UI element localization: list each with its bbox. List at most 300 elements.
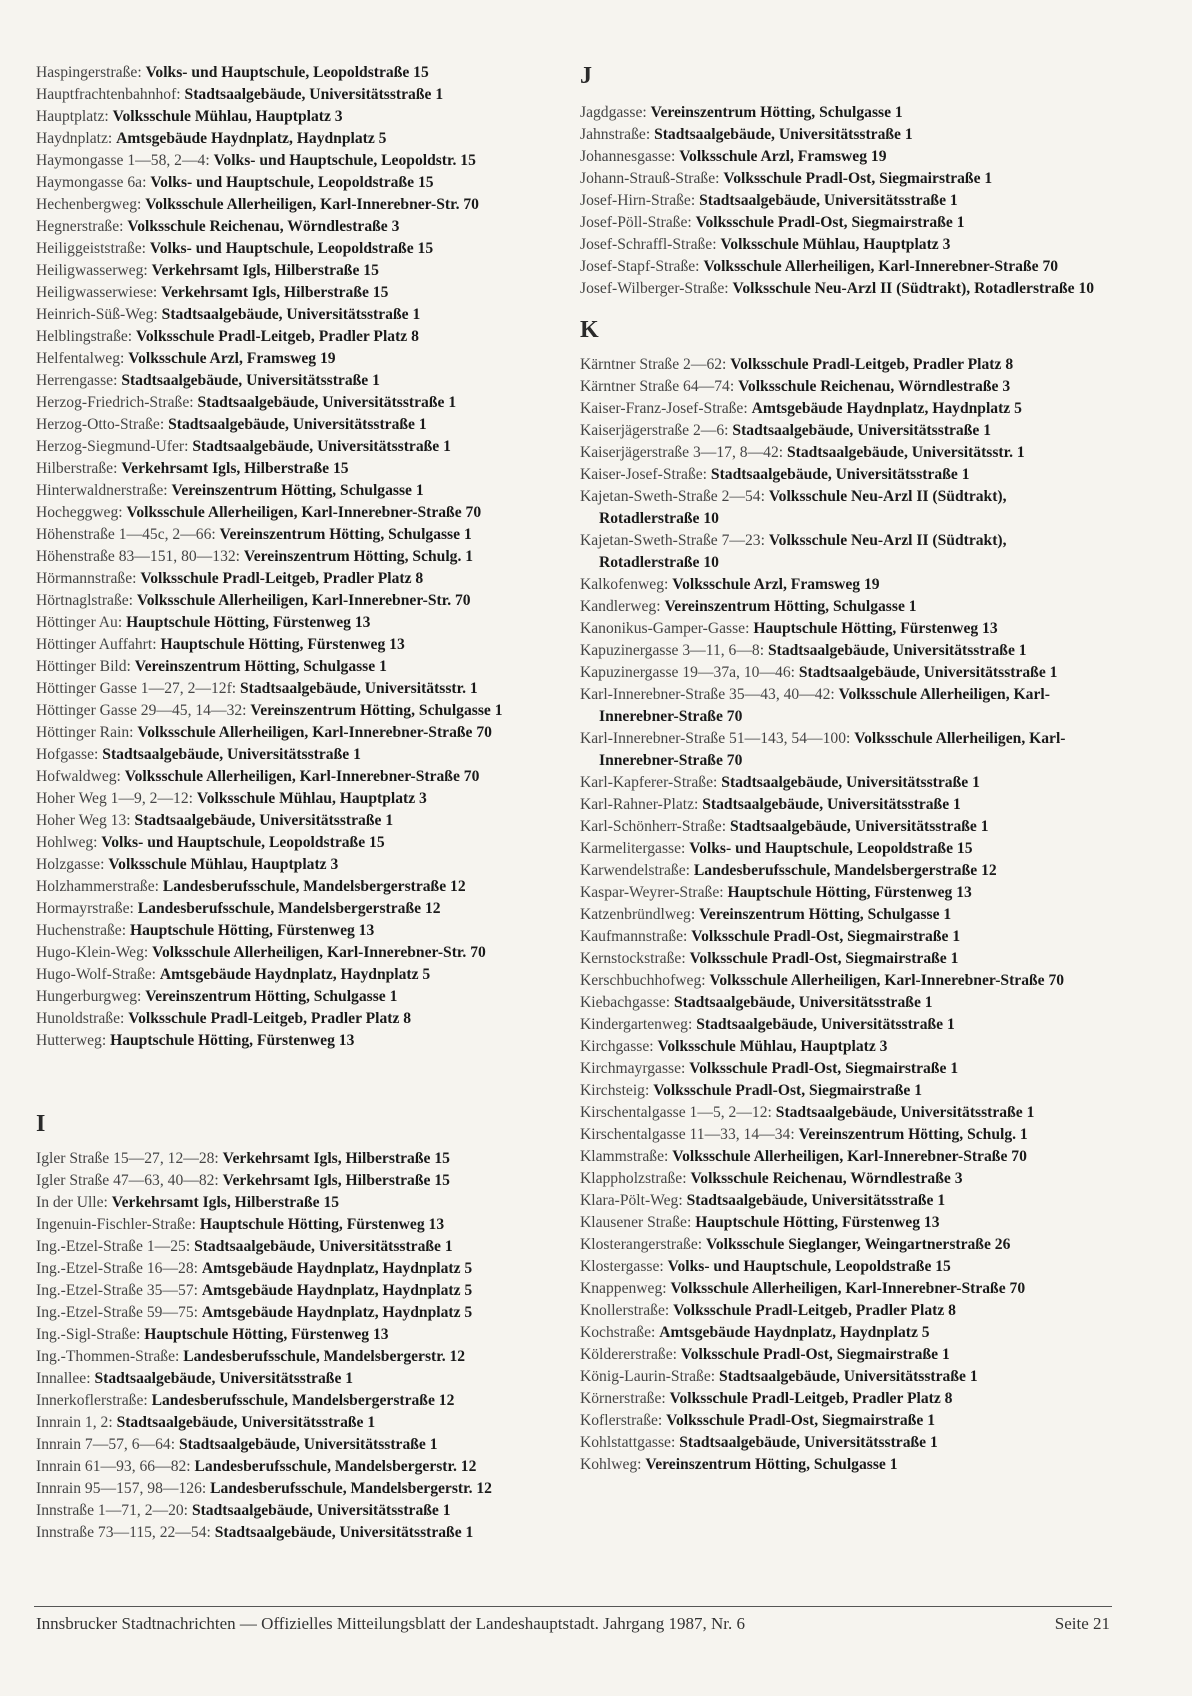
street-entry <box>580 376 1110 398</box>
street-entry <box>36 106 558 128</box>
street-name: Innerkoflerstraße: <box>36 1392 148 1409</box>
street-entry <box>36 546 558 568</box>
street-entry <box>36 62 558 84</box>
street-name: Innrain 7—57, 6—64: <box>36 1436 176 1453</box>
polling-location: Landesberufsschule, Mandelsbergerstr. 12 <box>194 1458 477 1475</box>
street-name: Kalkofenweg: <box>580 576 669 593</box>
polling-location: Volksschule Mühlau, Hauptplatz 3 <box>720 236 951 253</box>
street-entry <box>580 1234 1110 1256</box>
polling-location: Stadtsaalgebäude, Universitätsstraße 1 <box>798 664 1058 681</box>
street-entry <box>36 1478 558 1500</box>
street-entry <box>580 1168 1110 1190</box>
street-entry <box>36 326 558 348</box>
street-name: Helblingstraße: <box>36 328 133 345</box>
polling-location: Volksschule Allerheiligen, Karl-Innerebner-Straße 70 <box>599 730 1066 769</box>
polling-location: Verkehrsamt Igls, Hilberstraße 15 <box>111 1194 340 1211</box>
street-entry <box>580 948 1110 970</box>
polling-location: Landesberufsschule, Mandelsbergerstr. 12 <box>183 1348 466 1365</box>
polling-location: Stadtsaalgebäude, Universitätsstraße 1 <box>197 394 457 411</box>
street-entry <box>580 1344 1110 1366</box>
street-entry <box>36 1236 558 1258</box>
street-name: Hocheggweg: <box>36 504 123 521</box>
section-letter: K <box>580 317 599 343</box>
street-entry <box>580 596 1110 618</box>
street-entry <box>580 1058 1110 1080</box>
street-name: Kärntner Straße 64—74: <box>580 378 735 395</box>
polling-location: Stadtsaalgebäude, Universitätsstraße 1 <box>767 642 1027 659</box>
street-entry <box>36 392 558 414</box>
street-name: Heiliggeiststraße: <box>36 240 146 257</box>
street-entry <box>36 1258 558 1280</box>
polling-location: Volksschule Pradl-Ost, Siegmairstraße 1 <box>723 170 993 187</box>
polling-location: Volksschule Reichenau, Wörndlestraße 3 <box>690 1170 963 1187</box>
street-name: Holzgasse: <box>36 856 105 873</box>
street-entry <box>36 1148 558 1170</box>
street-entry <box>580 1102 1110 1124</box>
polling-location: Volksschule Pradl-Ost, Siegmairstraße 1 <box>689 950 959 967</box>
street-entry <box>580 838 1110 860</box>
street-entry <box>580 1388 1110 1410</box>
street-entry <box>36 1390 558 1412</box>
street-name: Kapuzinergasse 19—37a, 10—46: <box>580 664 795 681</box>
polling-location: Volksschule Mühlau, Hauptplatz 3 <box>112 108 343 125</box>
street-name: Höttinger Au: <box>36 614 123 631</box>
polling-location: Stadtsaalgebäude, Universitätsstraße 1 <box>94 1370 354 1387</box>
street-name: Kerschbuchhofweg: <box>580 972 706 989</box>
street-entry <box>36 458 558 480</box>
polling-location: Landesberufsschule, Mandelsbergerstraße 12 <box>137 900 441 917</box>
street-entry <box>580 662 1110 684</box>
street-name: Hinterwaldnerstraße: <box>36 482 168 499</box>
street-name: Igler Straße 15—27, 12—28: <box>36 1150 219 1167</box>
street-name: Hauptfrachtenbahnhof: <box>36 86 181 103</box>
polling-location: Hauptschule Hötting, Fürstenweg 13 <box>753 620 998 637</box>
section-letter: I <box>36 1111 46 1137</box>
street-entry <box>580 146 1110 168</box>
street-name: Helfentalweg: <box>36 350 125 367</box>
street-name: Hörtnaglstraße: <box>36 592 133 609</box>
polling-location: Vereinszentrum Hötting, Schulg. 1 <box>243 548 474 565</box>
footer-publication: Innsbrucker Stadtnachrichten — Offizielles Mitteilungsblatt der Landeshauptstadt. Jahrgang 1987, Nr. 6 <box>36 1614 745 1633</box>
polling-location: Volksschule Neu-Arzl II (Südtrakt), Rotadlerstraße 10 <box>732 280 1095 297</box>
polling-location: Amtsgebäude Haydnplatz, Haydnplatz 5 <box>116 130 387 147</box>
polling-location: Hauptschule Hötting, Fürstenweg 13 <box>727 884 972 901</box>
polling-location: Volksschule Pradl-Ost, Siegmairstraße 1 <box>666 1412 936 1429</box>
street-name: Karwendelstraße: <box>580 862 690 879</box>
polling-location: Stadtsaalgebäude, Universitätsstraße 1 <box>184 86 444 103</box>
street-name: Hugo-Wolf-Straße: <box>36 966 156 983</box>
street-name: Hutterweg: <box>36 1032 107 1049</box>
street-name: Katzenbründlweg: <box>580 906 696 923</box>
street-name: Ing.-Etzel-Straße 59—75: <box>36 1304 198 1321</box>
polling-location: Volksschule Pradl-Leitgeb, Pradler Platz 8 <box>140 570 424 587</box>
polling-location: Verkehrsamt Igls, Hilberstraße 15 <box>222 1172 450 1189</box>
street-name: Innrain 95—157, 98—126: <box>36 1480 207 1497</box>
polling-location: Volksschule Allerheiligen, Karl-Innerebner-Str. 70 <box>145 196 479 213</box>
polling-location: Hauptschule Hötting, Fürstenweg 13 <box>126 614 371 631</box>
street-entry <box>36 788 558 810</box>
polling-location: Volksschule Allerheiligen, Karl-Innerebner-Str. 70 <box>152 944 486 961</box>
street-name: Ing.-Etzel-Straße 1—25: <box>36 1238 191 1255</box>
street-name: Klostergasse: <box>580 1258 664 1275</box>
street-name: Hugo-Klein-Weg: <box>36 944 149 961</box>
polling-location: Volks- und Hauptschule, Leopoldstraße 15 <box>689 840 973 857</box>
street-name: Hofwaldweg: <box>36 768 121 785</box>
polling-location: Stadtsaalgebäude, Universitätsstraße 1 <box>654 126 913 143</box>
street-entry <box>36 766 558 788</box>
polling-location: Volksschule Neu-Arzl II (Südtrakt), Rotadlerstraße 10 <box>599 488 1007 527</box>
street-entry <box>36 1280 558 1302</box>
street-name: Herrengasse: <box>36 372 118 389</box>
street-entry <box>36 1170 558 1192</box>
street-entry <box>580 1454 1110 1476</box>
polling-location: Stadtsaalgebäude, Universitätsstraße 1 <box>686 1192 946 1209</box>
polling-location: Volksschule Allerheiligen, Karl-Innerebner-Straße 70 <box>670 1280 1026 1297</box>
street-name: Karl-Schönherr-Straße: <box>580 818 727 835</box>
polling-location: Volksschule Mühlau, Hauptplatz 3 <box>108 856 339 873</box>
street-entry <box>36 1324 558 1346</box>
polling-location: Stadtsaalgebäude, Universitätsstraße 1 <box>168 416 427 433</box>
polling-location: Stadtsaalgebäude, Universitätsstraße 1 <box>134 812 394 829</box>
polling-location: Amtsgebäude Haydnplatz, Haydnplatz 5 <box>751 400 1022 417</box>
polling-location: Verkehrsamt Igls, Hilberstraße 15 <box>161 284 389 301</box>
street-entry <box>36 172 558 194</box>
street-name: Kochstraße: <box>580 1324 656 1341</box>
polling-location: Stadtsaalgebäude, Universitätsstraße 1 <box>121 372 380 389</box>
street-name: Heiligwasserwiese: <box>36 284 158 301</box>
right-column <box>580 62 1110 1476</box>
polling-location: Vereinszentrum Hötting, Schulgasse 1 <box>645 1456 898 1473</box>
street-entry <box>36 370 558 392</box>
polling-location: Volksschule Pradl-Ost, Siegmairstraße 1 <box>689 1060 959 1077</box>
street-entry <box>580 618 1110 640</box>
street-name: Kaiser-Josef-Straße: <box>580 466 707 483</box>
polling-location: Stadtsaalgebäude, Universitätsstraße 1 <box>732 422 992 439</box>
street-name: Höhenstraße 1—45c, 2—66: <box>36 526 216 543</box>
street-entry <box>36 964 558 986</box>
street-name: Kajetan-Sweth-Straße 7—23: <box>580 532 765 549</box>
street-name: Höhenstraße 83—151, 80—132: <box>36 548 240 565</box>
street-entry <box>36 480 558 502</box>
polling-location: Volks- und Hauptschule, Leopoldstraße 15 <box>149 240 434 257</box>
street-name: Karl-Innerebner-Straße 35—43, 40—42: <box>580 686 835 703</box>
polling-location: Volksschule Neu-Arzl II (Südtrakt), Rotadlerstraße 10 <box>599 532 1007 571</box>
polling-location: Volks- und Hauptschule, Leopoldstr. 15 <box>213 152 476 169</box>
street-entry <box>36 1456 558 1478</box>
street-name: Klara-Pölt-Weg: <box>580 1192 683 1209</box>
polling-location: Volksschule Pradl-Leitgeb, Pradler Platz 8 <box>673 1302 956 1319</box>
street-name: Herzog-Otto-Straße: <box>36 416 165 433</box>
polling-location: Volksschule Sieglanger, Weingartnerstraße 26 <box>706 1236 1011 1253</box>
polling-location: Hauptschule Hötting, Fürstenweg 13 <box>110 1032 355 1049</box>
footer-page-number: Seite 21 <box>1054 1614 1110 1633</box>
polling-location: Volksschule Arzl, Framsweg 19 <box>128 350 336 367</box>
street-name: Hohlweg: <box>36 834 98 851</box>
street-entry <box>580 1080 1110 1102</box>
polling-location: Volksschule Mühlau, Hauptplatz 3 <box>196 790 427 807</box>
street-name: Jahnstraße: <box>580 126 651 143</box>
street-name: Kohlstattgasse: <box>580 1434 676 1451</box>
street-entry <box>36 282 558 304</box>
street-name: Holzhammerstraße: <box>36 878 159 895</box>
polling-location: Volksschule Allerheiligen, Karl-Innerebner-Straße 70 <box>709 972 1065 989</box>
street-name: Kirchsteig: <box>580 1082 650 1099</box>
street-name: Ingenuin-Fischler-Straße: <box>36 1216 196 1233</box>
street-name: Heiligwasserweg: <box>36 262 148 279</box>
polling-location: Volks- und Hauptschule, Leopoldstraße 15 <box>150 174 434 191</box>
street-entry <box>36 876 558 898</box>
polling-location: Volksschule Reichenau, Wörndlestraße 3 <box>127 218 400 235</box>
street-entry <box>580 486 1110 530</box>
polling-location: Stadtsaalgebäude, Universitätsstraße 1 <box>729 818 989 835</box>
polling-location: Vereinszentrum Hötting, Schulgasse 1 <box>699 906 952 923</box>
street-name: Haymongasse 1—58, 2—4: <box>36 152 210 169</box>
street-name: Hörmannstraße: <box>36 570 137 587</box>
street-name: Kirschentalgasse 1—5, 2—12: <box>580 1104 772 1121</box>
street-name: Hofgasse: <box>36 746 99 763</box>
street-name: Johannesgasse: <box>580 148 676 165</box>
polling-location: Amtsgebäude Haydnplatz, Haydnplatz 5 <box>201 1304 473 1321</box>
street-entry <box>580 1410 1110 1432</box>
street-entry <box>580 992 1110 1014</box>
polling-location: Verkehrsamt Igls, Hilberstraße 15 <box>151 262 379 279</box>
street-name: Ing.-Etzel-Straße 16—28: <box>36 1260 198 1277</box>
polling-location: Vereinszentrum Hötting, Schulgasse 1 <box>145 988 398 1005</box>
polling-location: Volksschule Pradl-Ost, Siegmairstraße 1 <box>691 928 961 945</box>
polling-location: Vereinszentrum Hötting, Schulgasse 1 <box>650 104 903 121</box>
street-entry <box>36 744 558 766</box>
street-entry <box>580 442 1110 464</box>
street-name: Innrain 1, 2: <box>36 1414 113 1431</box>
street-name: Huchenstraße: <box>36 922 127 939</box>
street-name: Ing.-Sigl-Straße: <box>36 1326 141 1343</box>
polling-location: Stadtsaalgebäude, Universitätsstraße 1 <box>161 306 421 323</box>
street-name: Kirchgasse: <box>580 1038 654 1055</box>
street-name: Josef-Hirn-Straße: <box>580 192 696 209</box>
street-name: Kohlweg: <box>580 1456 642 1473</box>
street-entry <box>36 128 558 150</box>
street-entry <box>36 1522 558 1544</box>
polling-location: Verkehrsamt Igls, Hilberstraße 15 <box>222 1150 450 1167</box>
polling-location: Volksschule Pradl-Ost, Siegmairstraße 1 <box>680 1346 950 1363</box>
street-name: Ing.-Thommen-Straße: <box>36 1348 180 1365</box>
street-name: Karl-Kapferer-Straße: <box>580 774 718 791</box>
street-entry <box>36 1302 558 1324</box>
street-name: Kaiserjägerstraße 3—17, 8—42: <box>580 444 784 461</box>
street-entry <box>580 970 1110 992</box>
polling-location: Stadtsaalgebäude, Universitätsstraße 1 <box>775 1104 1035 1121</box>
polling-location: Landesberufsschule, Mandelsbergerstraße 12 <box>693 862 997 879</box>
polling-location: Volksschule Pradl-Ost, Siegmairstraße 1 <box>653 1082 923 1099</box>
street-entry <box>36 590 558 612</box>
section-letter: J <box>580 63 592 89</box>
polling-location: Vereinszentrum Hötting, Schulg. 1 <box>798 1126 1028 1143</box>
street-name: Höttinger Rain: <box>36 724 134 741</box>
polling-location: Landesberufsschule, Mandelsbergerstraße 12 <box>151 1392 455 1409</box>
street-entry <box>36 1008 558 1030</box>
street-name: Kaufmannstraße: <box>580 928 688 945</box>
street-name: Höttinger Auffahrt: <box>36 636 157 653</box>
street-entry <box>36 414 558 436</box>
street-name: Klammstraße: <box>580 1148 669 1165</box>
street-entry <box>580 530 1110 574</box>
street-entry <box>580 464 1110 486</box>
street-entry <box>36 1500 558 1522</box>
street-entry <box>36 1412 558 1434</box>
street-name: Ing.-Etzel-Straße 35—57: <box>36 1282 198 1299</box>
polling-location: Volksschule Pradl-Leitgeb, Pradler Platz 8 <box>128 1010 412 1027</box>
street-name: Klosterangerstraße: <box>580 1236 703 1253</box>
street-name: Kanonikus-Gamper-Gasse: <box>580 620 750 637</box>
polling-location: Stadtsaalgebäude, Universitätsstraße 1 <box>721 774 980 791</box>
polling-location: Hauptschule Hötting, Fürstenweg 13 <box>695 1214 940 1231</box>
street-name: Kiebachgasse: <box>580 994 671 1011</box>
polling-location: Volksschule Reichenau, Wörndlestraße 3 <box>738 378 1011 395</box>
street-entry <box>580 1036 1110 1058</box>
polling-location: Stadtsaalgebäude, Universitätsstraße 1 <box>702 796 961 813</box>
street-name: Hilberstraße: <box>36 460 118 477</box>
street-name: Josef-Stapf-Straße: <box>580 258 700 275</box>
polling-location: Volks- und Hauptschule, Leopoldstraße 15 <box>145 64 429 81</box>
street-entry <box>580 1278 1110 1300</box>
polling-location: Amtsgebäude Haydnplatz, Haydnplatz 5 <box>201 1282 473 1299</box>
street-name: Innstraße 1—71, 2—20: <box>36 1502 189 1519</box>
street-name: Köldererstraße: <box>580 1346 677 1363</box>
street-entry <box>580 398 1110 420</box>
street-entry <box>36 436 558 458</box>
street-name: Kirschentalgasse 11—33, 14—34: <box>580 1126 795 1143</box>
polling-location: Vereinszentrum Hötting, Schulgasse 1 <box>219 526 472 543</box>
street-name: Igler Straße 47—63, 40—82: <box>36 1172 219 1189</box>
street-name: Höttinger Bild: <box>36 658 131 675</box>
street-entry <box>580 1366 1110 1388</box>
street-entry <box>36 942 558 964</box>
street-entry <box>580 1014 1110 1036</box>
street-name: Karl-Innerebner-Straße 51—143, 54—100: <box>580 730 851 747</box>
street-entry <box>580 1432 1110 1454</box>
street-name: Körnerstraße: <box>580 1390 666 1407</box>
street-name: Hechenbergweg: <box>36 196 142 213</box>
street-name: In der Ulle: <box>36 1194 108 1211</box>
street-entry <box>36 920 558 942</box>
street-entry <box>580 168 1110 190</box>
street-entry <box>580 354 1110 376</box>
street-entry <box>36 678 558 700</box>
street-name: Hoher Weg 1—9, 2—12: <box>36 790 193 807</box>
street-entry <box>580 640 1110 662</box>
polling-location: Volksschule Arzl, Framsweg 19 <box>679 148 887 165</box>
street-entry <box>580 1146 1110 1168</box>
street-entry <box>580 816 1110 838</box>
polling-location: Stadtsaalgebäude, Universitätsstraße 1 <box>710 466 970 483</box>
polling-location: Volksschule Mühlau, Hauptplatz 3 <box>657 1038 888 1055</box>
street-entry <box>36 1346 558 1368</box>
polling-location: Stadtsaalgebäude, Universitätsstraße 1 <box>191 1502 451 1519</box>
street-name: Haymongasse 6a: <box>36 174 147 191</box>
street-entry <box>580 882 1110 904</box>
street-entry <box>36 986 558 1008</box>
street-entry <box>36 238 558 260</box>
street-entry <box>36 656 558 678</box>
polling-location: Landesberufsschule, Mandelsbergerstraße 12 <box>162 878 466 895</box>
polling-location: Vereinszentrum Hötting, Schulgasse 1 <box>134 658 387 675</box>
polling-location: Volksschule Allerheiligen, Karl-Innerebner-Straße 70 <box>124 768 480 785</box>
street-name: Klausener Straße: <box>580 1214 692 1231</box>
street-entry <box>36 832 558 854</box>
polling-location: Stadtsaalgebäude, Universitätsstraße 1 <box>673 994 933 1011</box>
street-name: Knollerstraße: <box>580 1302 670 1319</box>
polling-location: Hauptschule Hötting, Fürstenweg 13 <box>160 636 405 653</box>
street-entry <box>36 568 558 590</box>
street-entry <box>580 860 1110 882</box>
polling-location: Stadtsaalgebäude, Universitätsstraße 1 <box>679 1434 938 1451</box>
polling-location: Verkehrsamt Igls, Hilberstraße 15 <box>121 460 349 477</box>
street-entry <box>36 1030 558 1052</box>
street-entry <box>36 722 558 744</box>
street-name: Kajetan-Sweth-Straße 2—54: <box>580 488 765 505</box>
street-entry <box>580 278 1110 300</box>
street-entry <box>580 728 1110 772</box>
street-entry <box>36 700 558 722</box>
polling-location: Vereinszentrum Hötting, Schulgasse 1 <box>250 702 503 719</box>
street-name: Kaiserjägerstraße 2—6: <box>580 422 729 439</box>
street-name: Josef-Schraffl-Straße: <box>580 236 717 253</box>
street-name: Jagdgasse: <box>580 104 647 121</box>
street-entry <box>580 772 1110 794</box>
polling-location: Stadtsaalgebäude, Universitätsstraße 1 <box>178 1436 438 1453</box>
street-entry <box>36 1192 558 1214</box>
street-entry <box>580 1212 1110 1234</box>
street-entry <box>36 524 558 546</box>
polling-location: Vereinszentrum Hötting, Schulgasse 1 <box>171 482 424 499</box>
polling-location: Volksschule Allerheiligen, Karl-Innerebner-Straße 70 <box>703 258 1059 275</box>
street-entry <box>580 256 1110 278</box>
footer-divider <box>34 1606 1112 1607</box>
street-entry <box>580 212 1110 234</box>
street-entry <box>580 574 1110 596</box>
street-entry <box>580 234 1110 256</box>
polling-location: Amtsgebäude Haydnplatz, Haydnplatz 5 <box>201 1260 473 1277</box>
street-name: Herzog-Siegmund-Ufer: <box>36 438 189 455</box>
street-name: Karmelitergasse: <box>580 840 686 857</box>
street-entry <box>36 1434 558 1456</box>
street-entry <box>580 1322 1110 1344</box>
polling-location: Volksschule Pradl-Leitgeb, Pradler Platz 8 <box>730 356 1014 373</box>
polling-location: Volksschule Arzl, Framsweg 19 <box>672 576 880 593</box>
street-name: Herzog-Friedrich-Straße: <box>36 394 194 411</box>
street-name: König-Laurin-Straße: <box>580 1368 716 1385</box>
street-name: Josef-Pöll-Straße: <box>580 214 692 231</box>
polling-location: Hauptschule Hötting, Fürstenweg 13 <box>199 1216 445 1233</box>
polling-location: Stadtsaalgebäude, Universitätsstraße 1 <box>102 746 361 763</box>
street-entry <box>580 1300 1110 1322</box>
polling-location: Hauptschule Hötting, Fürstenweg 13 <box>144 1326 389 1343</box>
street-entry <box>36 216 558 238</box>
street-entry <box>580 1190 1110 1212</box>
street-name: Koflerstraße: <box>580 1412 663 1429</box>
street-entry <box>580 420 1110 442</box>
street-name: Karl-Rahner-Platz: <box>580 796 699 813</box>
street-entry <box>580 684 1110 728</box>
street-entry <box>36 854 558 876</box>
polling-location: Stadtsaalgebäude, Universitätsstraße 1 <box>696 1016 955 1033</box>
polling-location: Stadtsaalgebäude, Universitätsstraße 1 <box>116 1414 376 1431</box>
polling-location: Volksschule Allerheiligen, Karl-Innerebner-Straße 70 <box>126 504 482 521</box>
polling-location: Volksschule Pradl-Ost, Siegmairstraße 1 <box>695 214 965 231</box>
street-entry <box>36 304 558 326</box>
street-name: Kindergartenweg: <box>580 1016 693 1033</box>
polling-location: Stadtsaalgebäude, Universitätsstr. 1 <box>240 680 478 697</box>
